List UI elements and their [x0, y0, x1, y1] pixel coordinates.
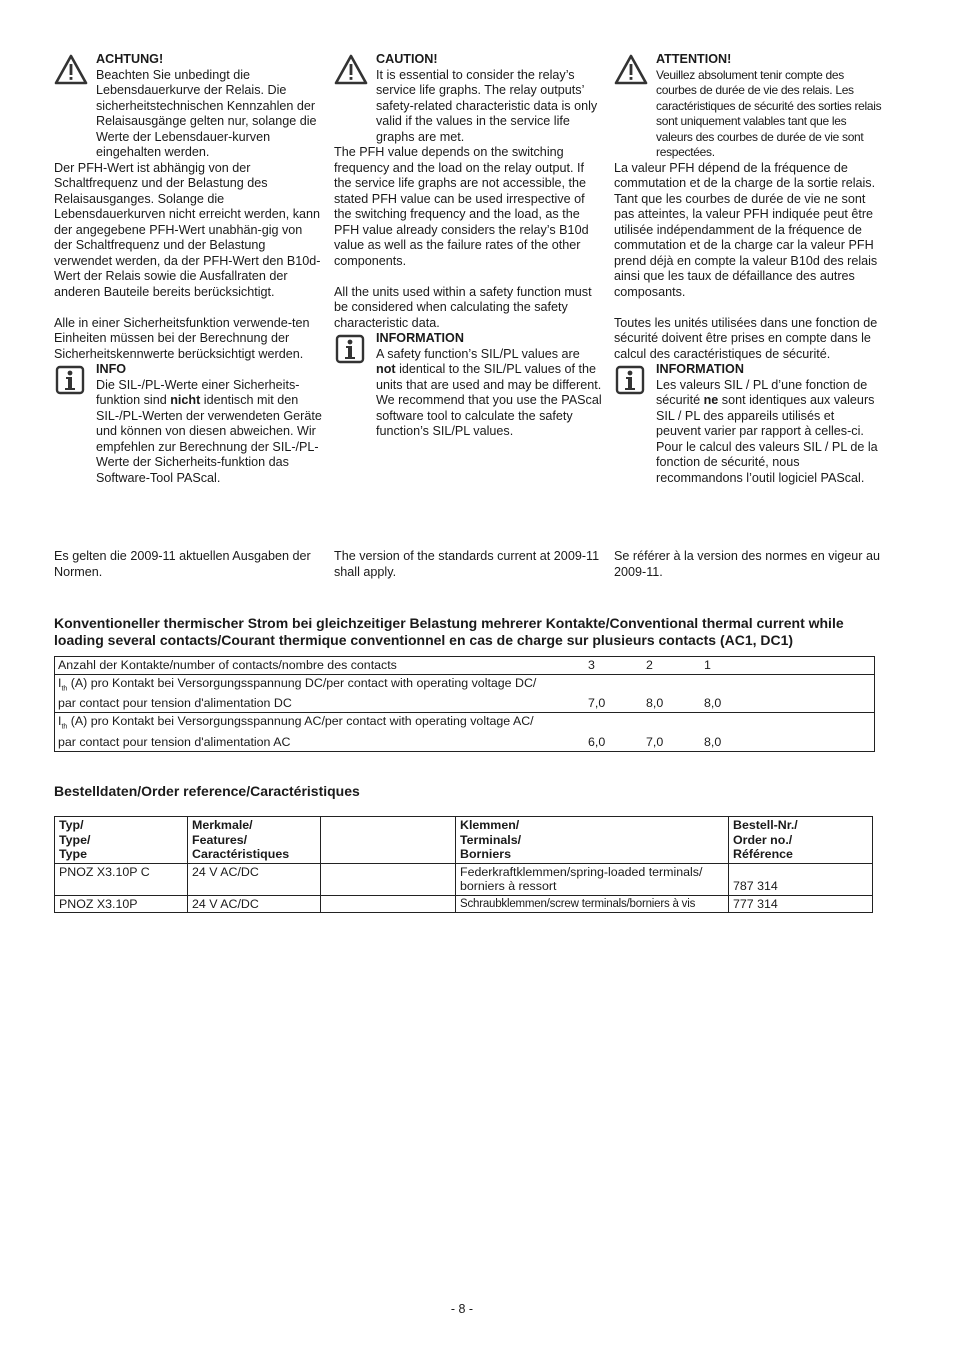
warning-note — [614, 52, 882, 161]
table-row: PNOZ X3.10P C 24 V AC/DC Federkraftklemmen/spring-loaded terminals/ borniers à ressort 787 314 — [55, 863, 873, 895]
thermal-current-heading: Konventioneller thermischer Strom bei gleichzeitiger Belastung mehrerer Kontakte/Conventional thermal current while loading several contacts/Courant thermique conventionnel en cas de charge sur plusieurs contacts (AC1, DC1) — [54, 615, 844, 648]
page-number: - 8 - — [450, 1302, 474, 1316]
pfh-text: Der PFH-Wert ist abhängig von der Schaltfrequenz und der Belastung des Relaisausganges. Solange die Lebensdauerkurven nicht erreicht werden, kann der angegebene PFH-Wert unabhän-gig von der Schaltfrequenz und der Belastung verwendet werden, da der PFH-Wert den B10d-Wert der Relais sowie die Ausfallraten der anderen Bauteile bereits berücksichtigt. — [54, 160, 321, 299]
table-row: PNOZ X3.10P 24 V AC/DC Schraubklemmen/screw terminals/borniers à vis 777 314 — [55, 895, 873, 913]
pfh-text-2: Tant que les courbes de durée de vie ne sont pas atteintes, la valeur PFH indiquée peut être utilisée indépendamment de la fréquence de commutation et de la charge car la valeur PFH prend déjà en compte la valeur B10d des relais ainsi que les taux de défaillance des autres composants. — [614, 191, 878, 299]
standards-text-en: The version of the standards current at 2009-11 shall apply. — [334, 549, 600, 579]
units-text: All the units used within a safety function must be considered when calculating the safety characteristic data. — [334, 284, 592, 330]
standards-text-fr: Se référer à la version des normes en vigeur au 2009-11. — [614, 549, 881, 579]
table-header-row — [55, 817, 873, 864]
units-text: Toutes les unités utilisées dans une fonction de sécurité doivent être prises en compte dans le calcul des caractéristiques de sécurité. — [614, 315, 878, 361]
contacts-label: Anzahl der Kontakte/number of contacts/nombre des contacts — [58, 658, 397, 672]
info-icon — [54, 364, 88, 396]
warning-text: Beachten Sie unbedingt die Lebensdauerkurve der Relais. Die sicherheitstechnischen Kennzahlen der Relaisausgänge gelten nur, solange die Werte der Lebensdauer-kurven eingehalten werden. — [96, 67, 317, 159]
info-icon — [614, 364, 648, 396]
table-row: $I_{th}$ (A) pro Kontakt bei Versorgungsspannung DC/per contact with operating voltage DC/ par contact pour tension d'alimentation DC 7,0 8,0 8,0 — [55, 675, 875, 713]
col-order-no: Bestell-Nr./ Order no./ Référence — [729, 817, 873, 864]
thermal-current-table — [54, 656, 875, 752]
table-row: Anzahl der Kontakte/number of contacts/nombre des contacts 3 2 1 — [55, 657, 875, 675]
warning-note — [54, 52, 322, 161]
info-text: Les valeurs SIL / PL d’une fonction de sécurité ne sont identiques aux valeurs SIL / PL des appareils utilisés et peuvent varier par rapport à celles-ci. Pour le calcul des valeurs SIL / PL de la fonction de sécurité, nous recommandons l’outil logiciel PAScal. — [656, 377, 878, 485]
standards-text-de: Es gelten die 2009-11 aktuellen Ausgaben der Normen. — [54, 549, 311, 579]
table-row: $I_{th}$ (A) pro Kontakt bei Versorgungsspannung AC/per contact with operating voltage AC/ par contact pour tension d'alimentation AC 6,0 7,0 8,0 — [55, 713, 875, 751]
warning-title: ATTENTION! — [656, 52, 732, 66]
dc-current-label: $I_{th}$ (A) pro Kontakt bei Versorgungsspannung DC/per contact with operating voltage DC/ par contact pour tension d'alimentation DC — [55, 675, 586, 713]
warning-text: It is essential to consider the relay’s service life graphs. The relay outputs’ safety-related characteristic data is only valid if the values in the service life graphs are met. — [376, 67, 598, 144]
warning-triangle-icon — [614, 54, 648, 86]
info-note — [334, 331, 602, 440]
col-blank — [321, 817, 456, 864]
warning-text: Veuillez absolument tenir compte des courbes de durée de vie des relais. Les caractéristiques de sécurité des sorties relais sont uniquement valables tant que les valeurs des courbes de durée de vie sont respectées. — [656, 67, 882, 159]
order-table — [54, 816, 873, 913]
info-title: INFORMATION — [376, 331, 464, 345]
units-text: Alle in einer Sicherheitsfunktion verwende-ten Einheiten müssen bei der Berechnung der Sicherheitskennwerte berücksichtigt werden. — [54, 315, 310, 361]
info-icon — [334, 333, 368, 365]
info-text: A safety function’s SIL/PL values are not identical to the SIL/PL values of the units that are used and may be different. We recommend that you use the PAScal software tool to calculate the safety function’s SIL/PL values. — [376, 346, 602, 438]
info-title: INFORMATION — [656, 362, 744, 376]
info-text: Die SIL-/PL-Werte einer Sicherheits-funktion sind nicht identisch mit den SIL-/PL-Werten der verwendeten Geräte und können von diesen abweichen. Wir empfehlen zur Berechnung der SIL-/PL-Werte der Sicherheits-funktion das Software-Tool PAScal. — [96, 377, 322, 485]
warning-triangle-icon — [54, 54, 88, 86]
warning-title: CAUTION! — [376, 52, 438, 66]
column-french — [614, 52, 882, 486]
warning-title: ACHTUNG! — [96, 52, 164, 66]
order-heading: Bestelldaten/Order reference/Caractéristiques — [54, 783, 360, 799]
col-features: Merkmale/ Features/ Caractéristiques — [188, 817, 321, 864]
info-note — [614, 362, 882, 486]
warning-note — [334, 52, 602, 145]
col-terminals: Klemmen/ Terminals/ Borniers — [456, 817, 729, 864]
info-title: INFO — [96, 362, 127, 376]
pfh-text: The PFH value depends on the switching frequency and the load on the relay output. If the service life graphs are not accessible, the stated PFH value can be used irrespective of the switching frequency and the load, as the PFH value already considers the relay’s B10d value as well as the failure rates of the other components. — [334, 145, 589, 268]
col-type: Typ/ Type/ Type — [55, 817, 188, 864]
warning-triangle-icon — [334, 54, 368, 86]
ac-current-label: $I_{th}$ (A) pro Kontakt bei Versorgungsspannung AC/per contact with operating voltage AC/ par contact pour tension d'alimentation AC — [55, 713, 586, 751]
column-english — [334, 52, 602, 440]
info-note — [54, 362, 322, 486]
column-german — [54, 52, 322, 486]
pfh-text-1: La valeur PFH dépend de la fréquence de commutation et de la charge de la sortie relais. — [614, 160, 876, 190]
